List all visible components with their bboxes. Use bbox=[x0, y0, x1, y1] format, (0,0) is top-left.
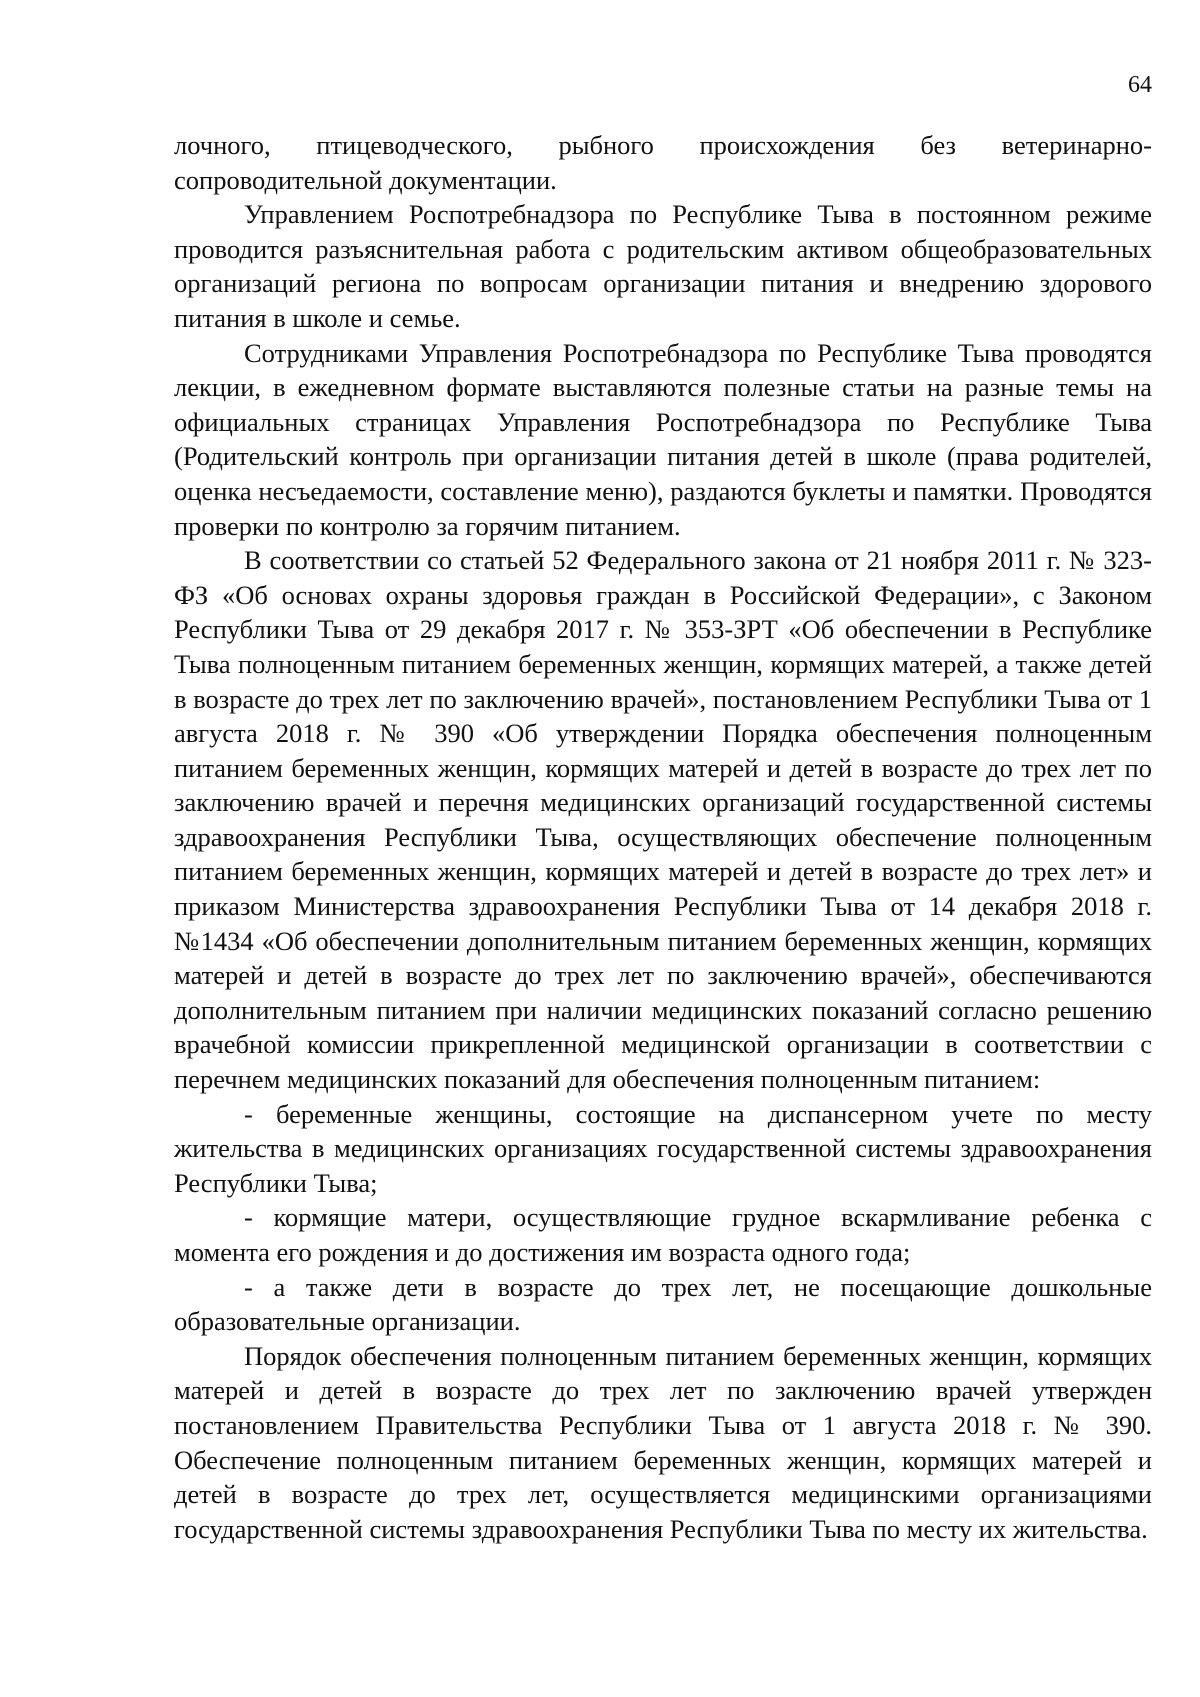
page-number: 64 bbox=[1128, 72, 1152, 98]
paragraph-procedure: Порядок обеспечения полноценным питанием беременных женщин, кормящих матерей и детей в возрасте до трех лет по заключению врачей утвержден постановлением Правительства Республики Тыва от 1 августа 2018 г. № 390. Обеспечение полноценным питанием беременных женщин, кормящих матерей и детей в возрасте до трех лет, осуществляется медицинскими организациями государственной системы здравоохранения Республики Тыва по месту их жительства. bbox=[174, 1340, 1152, 1544]
paragraph-continuation: лочного, птицеводческого, рыбного происхождения без ветеринарно-сопроводительной документации. bbox=[174, 130, 1152, 195]
paragraph-lectures: Сотрудниками Управления Роспотребнадзора по Республике Тыва проводятся лекции, в ежедневном формате выставляются полезные статьи на разные темы на официальных страницах Управления Роспотребнадзора по Республике Тыва (Родительский контроль при организации питания детей в школе (права родителей, оценка несъедаемости, составление меню), раздаются буклеты и памятки. Проводятся проверки по контролю за горячим питанием. bbox=[174, 337, 1152, 541]
list-item-nursing-mothers: - кормящие матери, осуществляющие грудное вскармливание ребенка с момента его рождения и до достижения им возраста одного года; bbox=[174, 1202, 1152, 1267]
list-item-pregnant-women: - беременные женщины, состоящие на диспансерном учете по месту жительства в медицинских организациях государственной системы здравоохранения Республики Тыва; bbox=[174, 1098, 1152, 1198]
paragraph-explanatory-work: Управлением Роспотребнадзора по Республике Тыва в постоянном режиме проводится разъяснительная работа с родительским активом общеобразовательных организаций региона по вопросам организации питания и внедрению здорового питания в школе и семье. bbox=[174, 199, 1152, 333]
list-item-children: - а также дети в возрасте до трех лет, не посещающие дошкольные образовательные организации. bbox=[174, 1271, 1152, 1337]
document-body bbox=[174, 128, 1152, 1546]
paragraph-legal-basis: В соответствии со статьей 52 Федерального закона от 21 ноября 2011 г. № 323-ФЗ «Об основах охраны здоровья граждан в Российской Федерации», с Законом Республики Тыва от 29 декабря 2017 г. № 353-ЗРТ «Об обеспечении в Республике Тыва полноценным питанием беременных женщин, кормящих матерей, а также детей в возрасте до трех лет по заключению врачей», постановлением Республики Тыва от 1 августа 2018 г. № 390 «Об утверждении Порядка обеспечения полноценным питанием беременных женщин, кормящих матерей и детей в возрасте до трех лет по заключению врачей и перечня медицинских организаций государственной системы здравоохранения Республики Тыва, осуществляющих обеспечение полноценным питанием беременных женщин, кормящих матерей и детей в возрасте до трех лет» и приказом Министерства здравоохранения Республики Тыва от 14 декабря 2018 г. №1434 «Об обеспечении дополнительным питанием беременных женщин, кормящих матерей и детей в возрасте до трех лет по заключению врачей», обеспечиваются дополнительным питанием при наличии медицинских показаний согласно решению врачебной комиссии прикрепленной медицинской организации в соответствии с перечнем медицинских показаний для обеспечения полноценным питанием: bbox=[174, 545, 1152, 1095]
